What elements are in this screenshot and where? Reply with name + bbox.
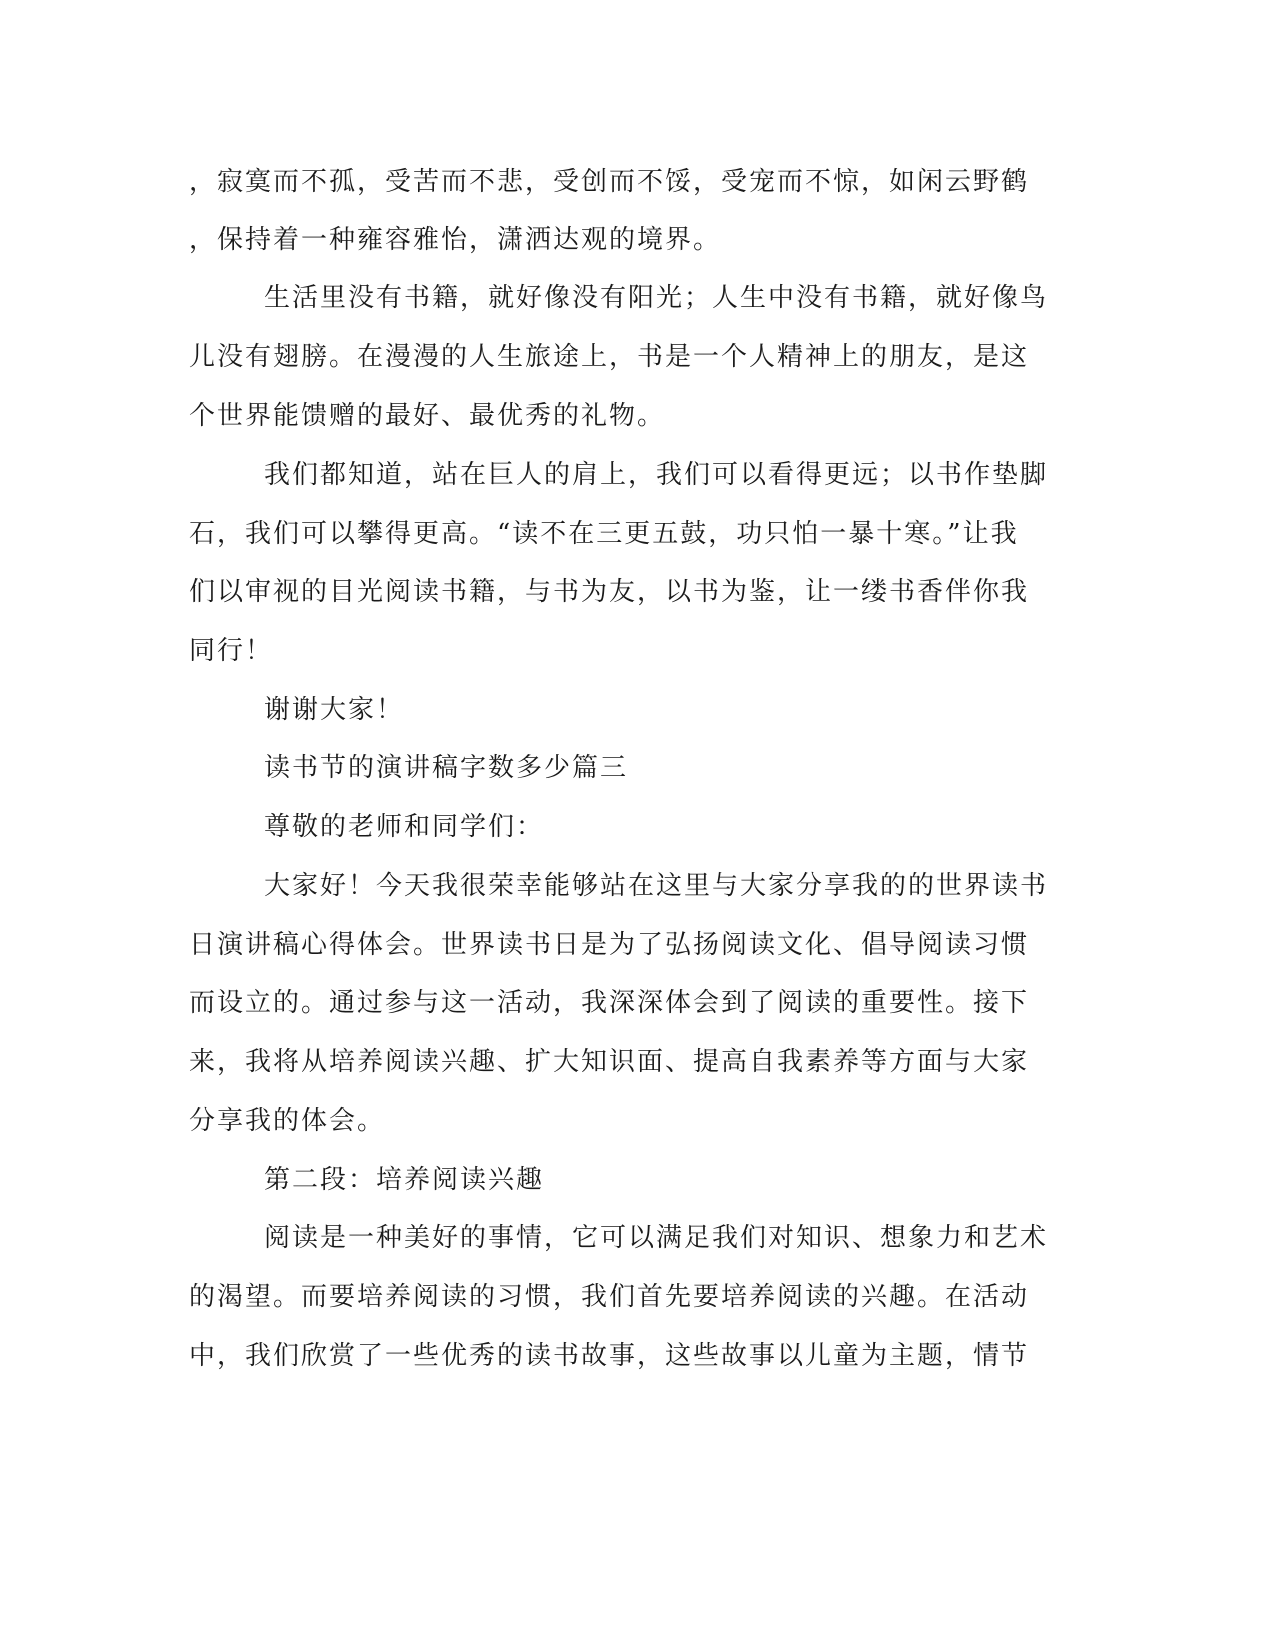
text-line: 中，我们欣赏了一些优秀的读书故事，这些故事以儿童为主题，情节: [189, 1341, 1030, 1371]
text-line: 日演讲稿心得体会。世界读书日是为了弘扬阅读文化、倡导阅读习惯: [189, 930, 1030, 960]
paragraph-start: 生活里没有书籍，就好像没有阳光；人生中没有书籍，就好像鸟: [264, 283, 1049, 313]
text-line: ，保持着一种雍容雅怡，潇洒达观的境界。: [189, 225, 722, 255]
closing-thanks: 谢谢大家！: [264, 695, 405, 725]
text-line: 来，我将从培养阅读兴趣、扩大知识面、提高自我素养等方面与大家: [189, 1047, 1030, 1077]
text-line: 个世界能馈赠的最好、最优秀的礼物。: [189, 401, 666, 431]
section-title: 读书节的演讲稿字数多少篇三: [264, 753, 629, 783]
text-line: 们以审视的目光阅读书籍，与书为友，以书为鉴，让一缕书香伴你我: [189, 577, 1030, 607]
paragraph-start: 阅读是一种美好的事情，它可以满足我们对知识、想象力和艺术: [264, 1223, 1049, 1253]
section-heading: 第二段：培养阅读兴趣: [264, 1165, 545, 1195]
text-line: 石，我们可以攀得更高。“读不在三更五鼓，功只怕一暴十寒。”让我: [189, 519, 1019, 549]
text-line: 同行！: [189, 636, 274, 666]
salutation: 尊敬的老师和同学们：: [264, 812, 545, 842]
text-line: ，寂寞而不孤，受苦而不悲，受创而不馁，受宠而不惊，如闲云野鹤: [189, 167, 1030, 197]
text-line: 儿没有翅膀。在漫漫的人生旅途上，书是一个人精神上的朋友，是这: [189, 342, 1030, 372]
paragraph-start: 大家好！今天我很荣幸能够站在这里与大家分享我的的世界读书: [264, 871, 1049, 901]
text-line: 分享我的体会。: [189, 1106, 386, 1136]
text-line: 而设立的。通过参与这一活动，我深深体会到了阅读的重要性。接下: [189, 988, 1030, 1018]
text-line: 的渴望。而要培养阅读的习惯，我们首先要培养阅读的兴趣。在活动: [189, 1282, 1030, 1312]
paragraph-start: 我们都知道，站在巨人的肩上，我们可以看得更远；以书作垫脚: [264, 460, 1049, 490]
